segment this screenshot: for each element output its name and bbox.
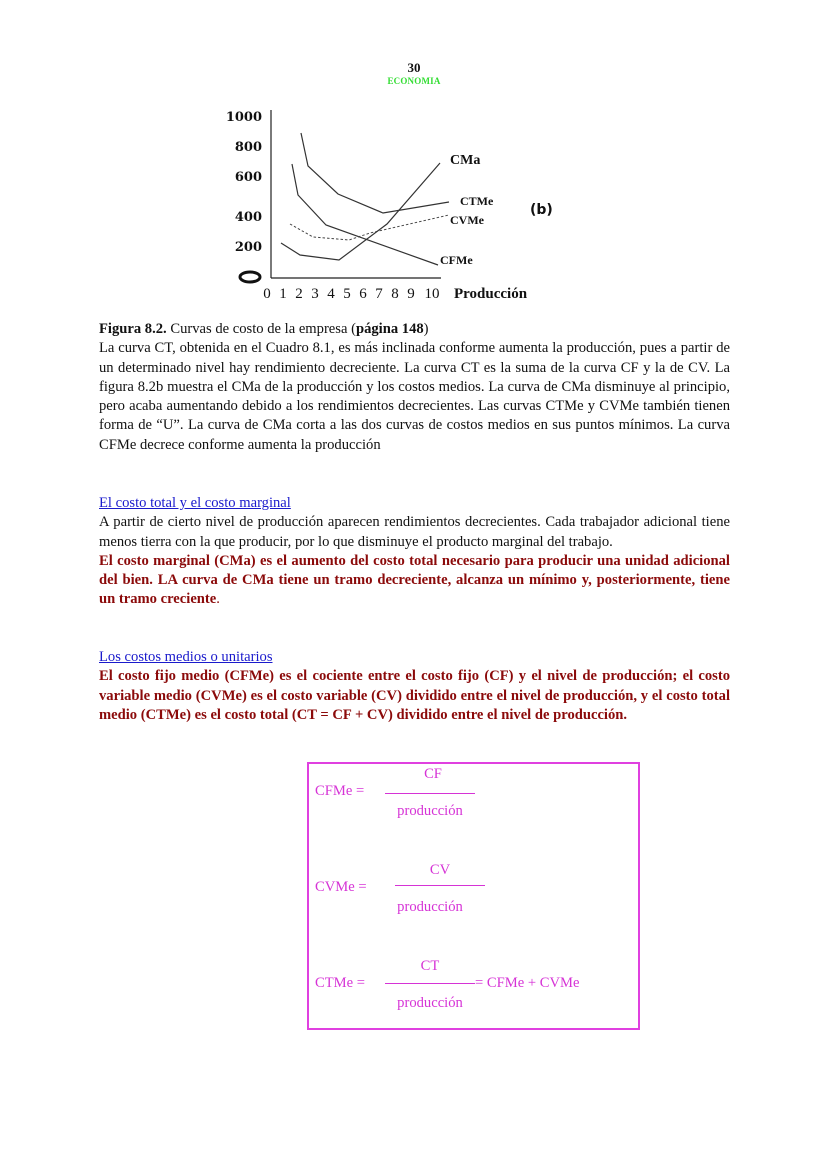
x-tick-5: 5: [343, 286, 351, 302]
section-average-costs: [99, 648, 730, 725]
label-cvme: CVMe: [450, 213, 484, 227]
fraction-bar: [395, 885, 485, 886]
figure-caption: [99, 320, 730, 339]
y-tick-labels: [226, 110, 262, 255]
chart-svg: [220, 100, 580, 310]
x-tick-8: 8: [391, 286, 399, 302]
x-tick-labels: [263, 286, 439, 302]
x-tick-3: 3: [311, 286, 319, 302]
formula-lhs: CTMe =: [315, 975, 365, 991]
fraction-bar: [385, 793, 475, 794]
ctme-curve: [301, 133, 449, 213]
caption-text: Curvas de costo de la empresa (: [166, 321, 356, 337]
cost-curves-chart: [220, 100, 580, 310]
section-heading-link-average-costs[interactable]: Los costos medios o unitarios: [99, 649, 273, 665]
y-tick-1000: 1000: [225, 110, 262, 125]
y-tick-800: 800: [234, 140, 262, 155]
formula-denominator: producción: [397, 995, 463, 1011]
x-tick-4: 4: [327, 286, 335, 302]
caption-label: Figura 8.2.: [99, 321, 167, 337]
y-tick-zero-glyph: [240, 272, 260, 282]
x-tick-7: 7: [375, 286, 383, 302]
caption-page-ref: página 148: [355, 321, 424, 337]
formula-numerator: CV: [429, 862, 451, 878]
section1-highlight-end: .: [216, 591, 220, 608]
section1-body: A partir de cierto nivel de producción aparecen rendimientos decrecientes. Cada trabajador adicional tiene menos tierra con la que producir, por lo que disminuye el producto marginal del trabajo.: [99, 514, 730, 550]
x-axis-label: Producción: [454, 286, 528, 302]
page-number: 30: [407, 60, 421, 75]
formula-lhs: CVMe =: [315, 879, 367, 895]
section-total-and-marginal-cost: [99, 494, 730, 610]
formula-cfme: [313, 766, 638, 836]
x-tick-10: 10: [424, 286, 440, 302]
caption-close: ): [423, 321, 429, 337]
x-tick-0: 0: [263, 286, 271, 302]
fraction-bar: [385, 983, 475, 984]
curve-labels: [440, 153, 494, 267]
paragraph-ct-curve: La curva CT, obtenida en el Cuadro 8.1, es más inclinada conforme aumenta la producción, pues a partir de un determinado nivel hay rendimiento decreciente. La curva CT es la suma de la curva CF y la de CV. La figura 8.2b muestra el CMa de la producción y los costos medios. La curva de CMa disminuye al principio, pero acaba aumentando debido a los rendimientos decrecientes. Las curvas CTMe y CVMe también tienen forma de “U”. La curva de CMa corta a las dos curvas de costos medios en sus puntos mínimos. La curva CFMe decrece conforme aumenta la producción: [99, 340, 730, 453]
section-heading-link-marginal-cost[interactable]: El costo total y el costo marginal: [99, 495, 291, 511]
panel-label-b: (b): [530, 202, 553, 218]
formula-numerator: CF: [424, 766, 442, 782]
y-tick-200: 200: [234, 240, 262, 255]
x-tick-6: 6: [359, 286, 367, 302]
section2-highlight: El costo fijo medio (CFMe) es el cociente entre el costo fijo (CF) y el nivel de producción; el costo variable medio (CVMe) es el costo variable (CV) dividido entre el nivel de producción, y el costo total medio (CTMe) es el costo total (CT = CF + CV) dividido entre el nivel de producción.: [99, 668, 730, 723]
cma-curve: [281, 163, 440, 260]
y-tick-400: 400: [234, 210, 262, 225]
label-cma: CMa: [450, 153, 481, 168]
cfme-curve: [292, 164, 438, 265]
formula-lhs: CFMe =: [315, 783, 365, 799]
figure-caption-and-description: [99, 320, 730, 455]
formula-cvme: [313, 862, 638, 932]
formula-box: [307, 762, 640, 1030]
label-cfme: CFMe: [440, 253, 473, 267]
x-tick-1: 1: [279, 286, 287, 302]
x-tick-9: 9: [407, 286, 415, 302]
label-ctme: CTMe: [460, 194, 494, 208]
x-tick-2: 2: [295, 286, 303, 302]
section1-highlight: El costo marginal (CMa) es el aumento del costo total necesario para producir una unidad adicional del bien. LA curva de CMa tiene un tramo decreciente, alcanza un mínimo y, posteriormente, tiene un tramo creciente: [99, 552, 730, 608]
cvme-curve: [290, 215, 449, 240]
formula-denominator: producción: [397, 899, 463, 915]
y-tick-600: 600: [234, 170, 262, 185]
formula-ctme: [313, 958, 638, 1028]
running-title: ECONOMIA: [387, 76, 441, 86]
formula-denominator: producción: [397, 803, 463, 819]
formula-rhs: = CFMe + CVMe: [475, 975, 580, 991]
formula-numerator: CT: [420, 958, 440, 974]
